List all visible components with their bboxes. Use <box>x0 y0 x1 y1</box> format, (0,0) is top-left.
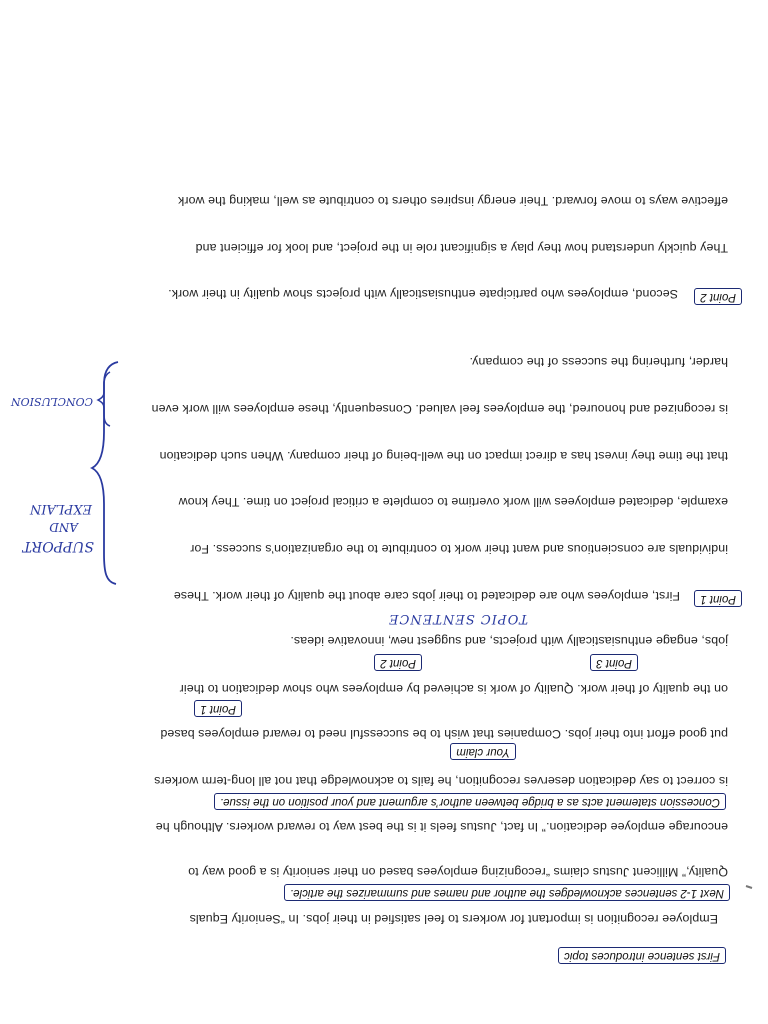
handwritten-conclusion: CONCLUSION <box>11 395 93 408</box>
annotation-point-1: Point 1 <box>194 700 242 717</box>
p1-line-7: jobs, engage enthusiastically with projects, and suggest new, innovative ideas. <box>290 634 728 648</box>
p2-line-2: individuals are conscientious and want their work to contribute to the organization’s success. For <box>190 542 728 556</box>
handwritten-topic-sentence: TOPIC SENTENCE <box>387 611 528 626</box>
handwritten-explain: EXPLAIN <box>29 501 92 516</box>
p1-line-2: Quality,” Millicent Justus claims “recognizing employees based on their seniority is a good way to <box>188 865 728 879</box>
p1-line-4: is correct to say dedication deserves recognition, he fails to acknowledge that not all long-term workers <box>154 774 728 788</box>
annotation-concession: Concession statement acts as a bridge between author’s argument and your position on the issue. <box>214 793 726 810</box>
p1-line-5: put good effort into their jobs. Companies that wish to be successful need to reward employees based <box>160 727 728 741</box>
annotation-point-1-body: Point 1 <box>694 590 742 607</box>
p1-line-1: Employee recognition is important for workers to feel satisfied in their jobs. In “Seniority Equals <box>189 912 718 926</box>
p3-line-3: effective ways to move forward. Their energy inspires others to contribute as well, making the work <box>177 194 728 208</box>
handwritten-support: SUPPORT <box>22 538 94 554</box>
p2-line-3: example, dedicated employees will work overtime to complete a critical project on time. They know <box>178 495 728 509</box>
handwritten-and: AND <box>49 520 78 534</box>
p2-line-1: First, employees who are dedicated to their jobs care about the quality of their work. These <box>173 589 680 603</box>
annotation-first-sentence: First sentence introduces topic <box>558 947 726 964</box>
p2-line-5: is recognized and honoured, the employees feel valued. Consequently, these employees will work even <box>151 402 728 416</box>
p1-line-6: on the quality of their work. Quality of work is achieved by employees who show dedication to their <box>179 682 728 696</box>
p2-line-6: harder, furthering the success of the company. <box>469 355 728 369</box>
p1-line-3: encourage employee dedication.” In fact, Justus feels it is the best way to reward workers. Although he <box>155 820 728 834</box>
annotation-point-2-body: Point 2 <box>694 288 742 305</box>
annotation-point-2: Point 2 <box>374 654 422 671</box>
annotation-point-3: Point 3 <box>590 654 638 671</box>
p3-line-2: They quickly understand how they play a significant role in the project, and look for efficient and <box>195 241 728 255</box>
annotation-your-claim: Your claim <box>450 743 516 760</box>
p3-line-1: Second, employees who participate enthusiastically with projects show quality in their work. <box>168 287 678 301</box>
annotation-next-sentences: Next 1-2 sentences acknowledges the author and names and summarizes the article. <box>284 884 730 901</box>
p2-line-4: that the time they invest has a direct impact on the well-being of their company. When such dedication <box>159 449 728 463</box>
